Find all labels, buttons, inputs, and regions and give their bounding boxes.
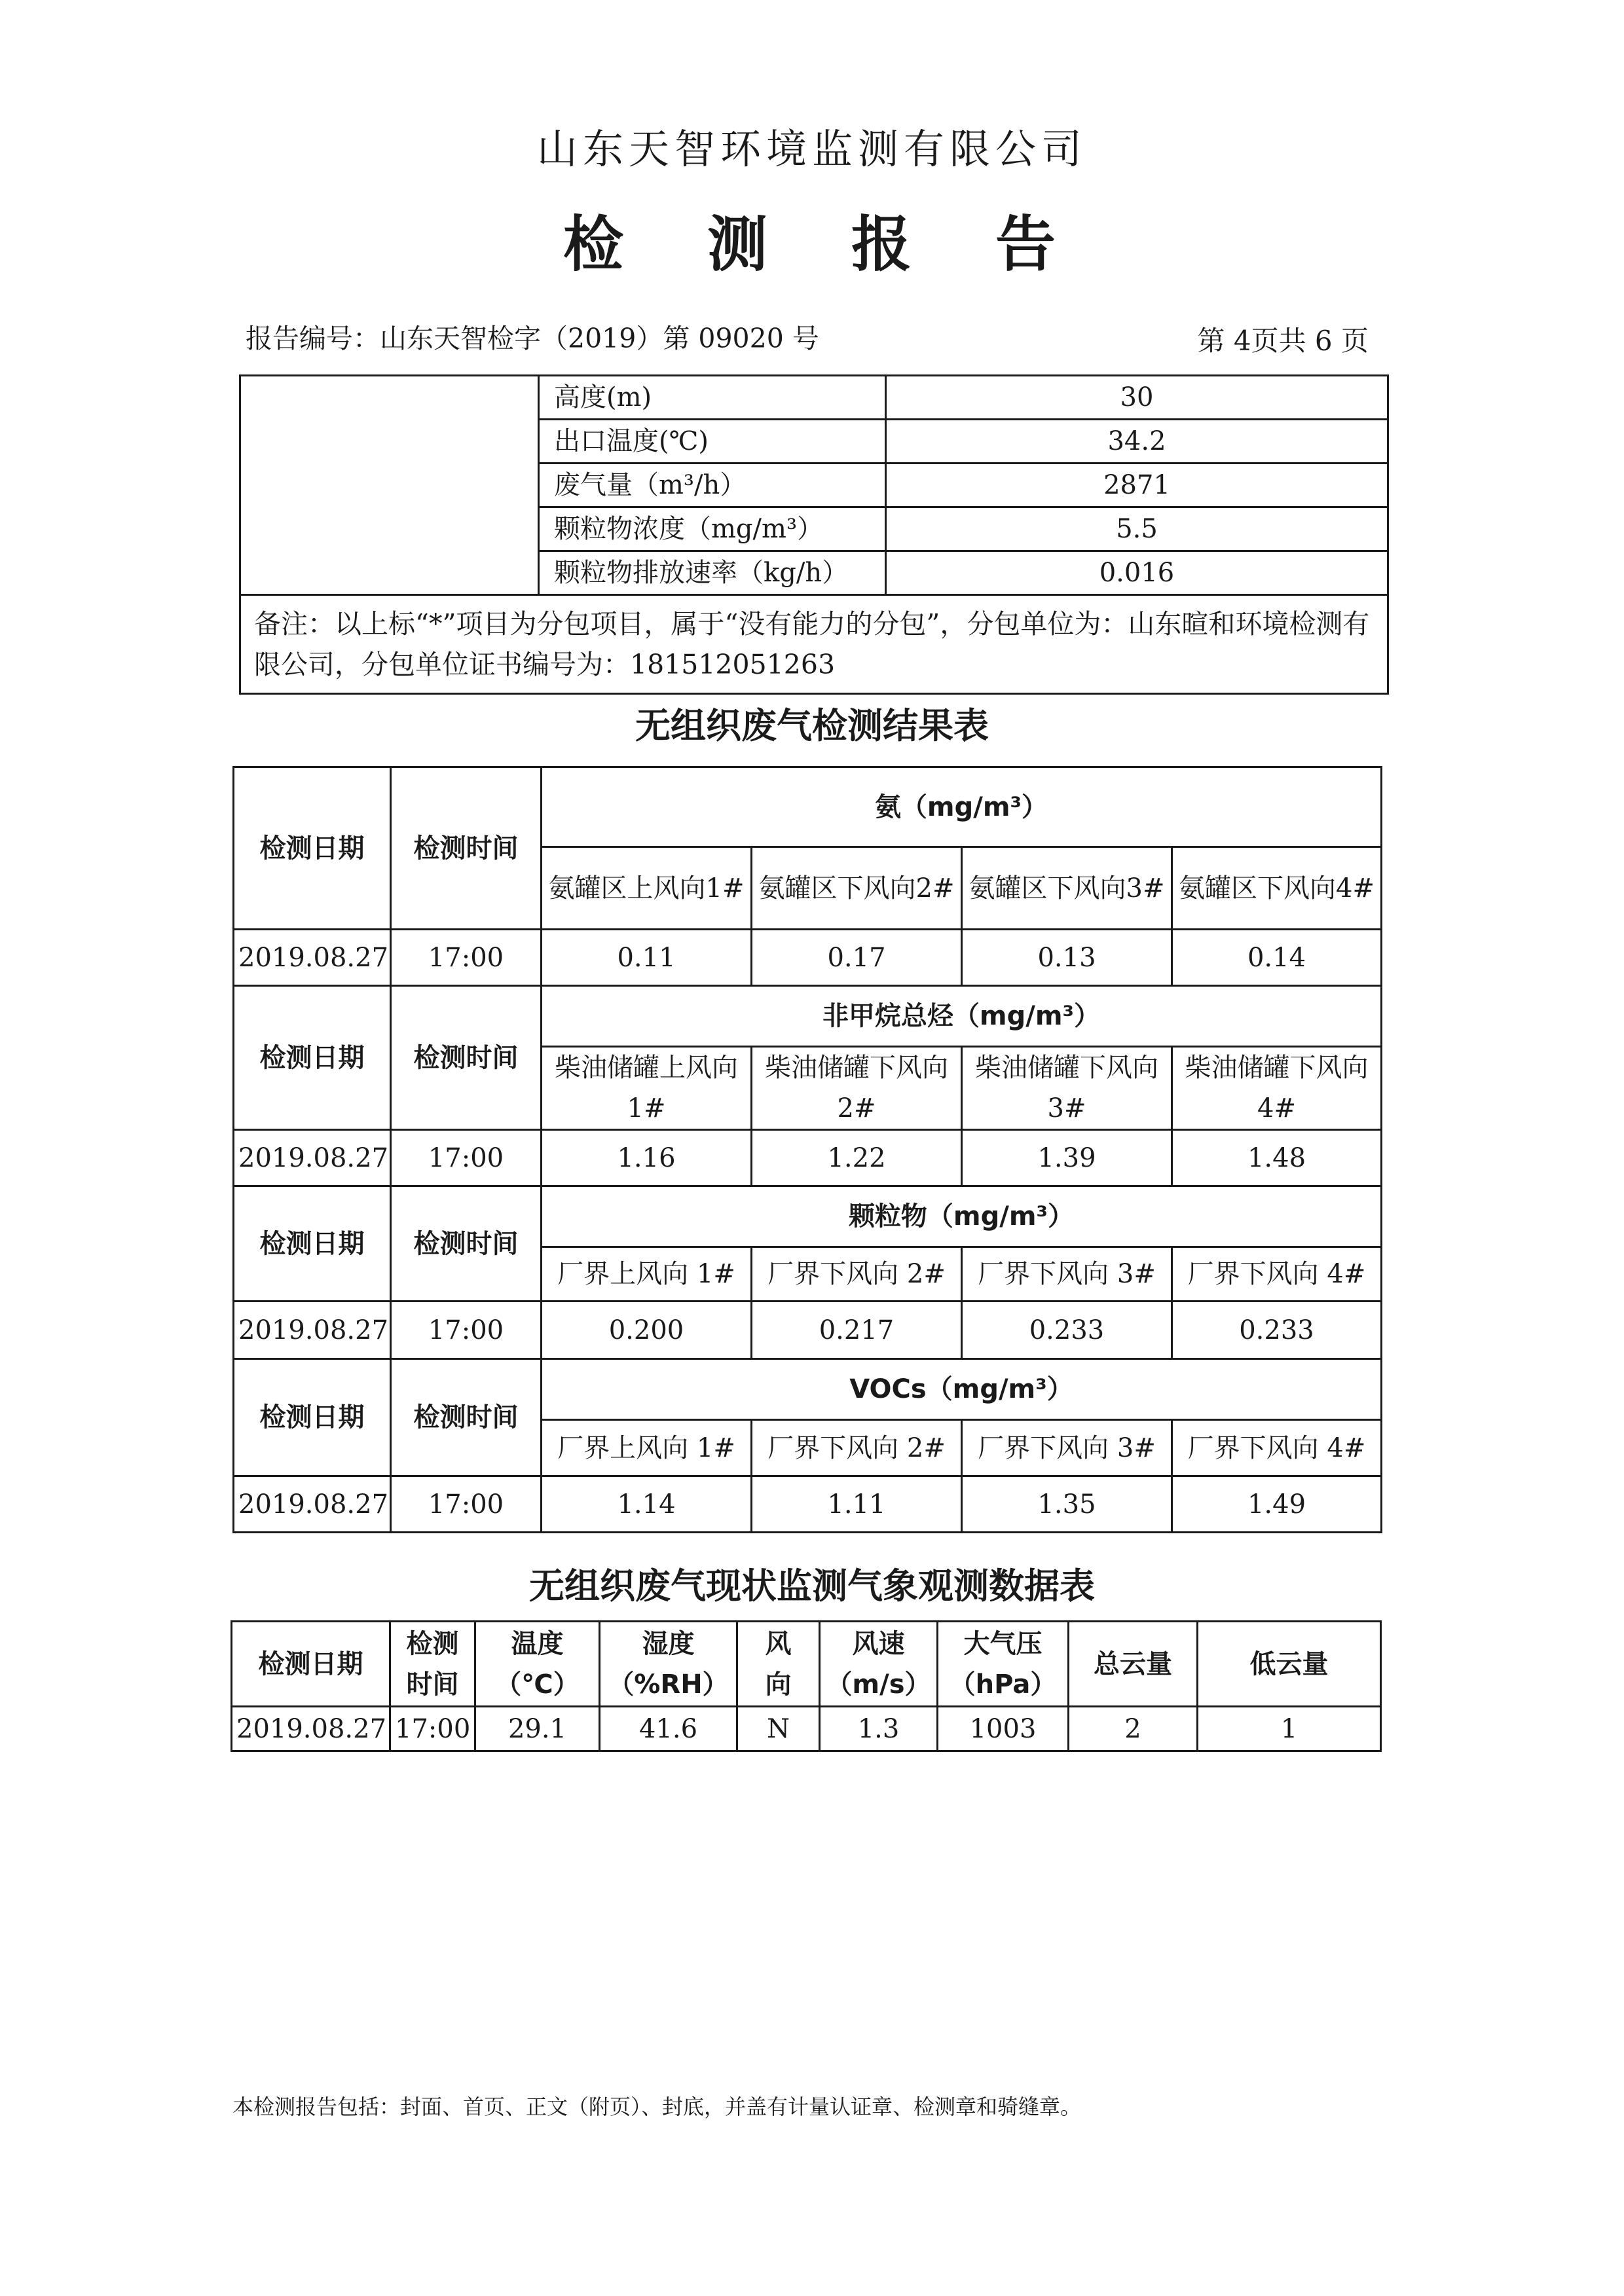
parameter-header: 非甲烷总烃（mg/m³） xyxy=(542,986,1382,1047)
weather-humidity: 41.6 xyxy=(600,1707,737,1751)
row-value: 30 xyxy=(886,376,1388,420)
sampling-point: 厂界下风向 3# xyxy=(962,1420,1172,1476)
sampling-point: 厂界下风向 3# xyxy=(962,1247,1172,1302)
header-wind-direction: 风 向 xyxy=(737,1622,820,1707)
result-date: 2019.08.27 xyxy=(234,1302,391,1359)
sampling-point: 氨罐区下风向4# xyxy=(1172,847,1382,930)
row-value: 5.5 xyxy=(886,507,1388,551)
page-number: 第 4页共 6 页 xyxy=(1197,325,1369,357)
weather-pressure: 1003 xyxy=(938,1707,1069,1751)
result-time: 17:00 xyxy=(391,1302,542,1359)
sampling-point: 厂界下风向 2# xyxy=(752,1420,962,1476)
sampling-point: 厂界下风向 4# xyxy=(1172,1420,1382,1476)
sampling-point: 厂界上风向 1# xyxy=(542,1247,752,1302)
header-date: 检测日期 xyxy=(232,1622,390,1707)
header-time: 检测 时间 xyxy=(390,1622,475,1707)
header-pressure: 大气压 （hPa） xyxy=(938,1622,1069,1707)
result-value: 0.14 xyxy=(1172,930,1382,986)
weather-time: 17:00 xyxy=(390,1707,475,1751)
row-value: 34.2 xyxy=(886,420,1388,464)
report-title: 检 测 报 告 xyxy=(563,209,1061,280)
weather-wind-direction: N xyxy=(737,1707,820,1751)
parameter-header: VOCs（mg/m³） xyxy=(542,1359,1382,1420)
header-date: 检测日期 xyxy=(234,1359,391,1476)
sampling-point: 厂界下风向 4# xyxy=(1172,1247,1382,1302)
sampling-point: 柴油储罐上风向 1# xyxy=(542,1047,752,1130)
header-date: 检测日期 xyxy=(234,767,391,930)
company-name: 山东天智环境监测有限公司 xyxy=(536,125,1087,173)
header-time: 检测时间 xyxy=(391,986,542,1130)
sampling-point: 氨罐区上风向1# xyxy=(542,847,752,930)
header-humidity: 湿度 （%RH） xyxy=(600,1622,737,1707)
result-value: 0.233 xyxy=(962,1302,1172,1359)
result-value: 0.13 xyxy=(962,930,1172,986)
header-time: 检测时间 xyxy=(391,767,542,930)
row-value: 0.016 xyxy=(886,551,1388,595)
result-value: 1.48 xyxy=(1172,1130,1382,1186)
row-label: 出口温度(℃) xyxy=(539,420,886,464)
weather-temperature: 29.1 xyxy=(475,1707,600,1751)
header-low-cloud: 低云量 xyxy=(1198,1622,1381,1707)
sampling-point: 氨罐区下风向3# xyxy=(962,847,1172,930)
row-label: 颗粒物浓度（mg/m³） xyxy=(539,507,886,551)
sampling-point: 柴油储罐下风向 4# xyxy=(1172,1047,1382,1130)
row-label: 颗粒物排放速率（kg/h） xyxy=(539,551,886,595)
header-total-cloud: 总云量 xyxy=(1069,1622,1198,1707)
header-wind-speed: 风速 （m/s） xyxy=(820,1622,938,1707)
weather-data-title: 无组织废气现状监测气象观测数据表 xyxy=(529,1565,1095,1607)
footer-note: 本检测报告包括：封面、首页、正文（附页）、封底，并盖有计量认证章、检测章和骑缝章。 xyxy=(232,2094,1082,2119)
stack-emission-table xyxy=(239,374,1389,695)
parameter-header: 氨（mg/m³） xyxy=(542,767,1382,847)
result-time: 17:00 xyxy=(391,1476,542,1533)
header-date: 检测日期 xyxy=(234,1186,391,1302)
header-date: 检测日期 xyxy=(234,986,391,1130)
header-temperature: 温度 （℃） xyxy=(475,1622,600,1707)
sampling-point: 厂界下风向 2# xyxy=(752,1247,962,1302)
sampling-point: 氨罐区下风向2# xyxy=(752,847,962,930)
parameter-header: 颗粒物（mg/m³） xyxy=(542,1186,1382,1247)
result-time: 17:00 xyxy=(391,930,542,986)
remarks-note: 备注：以上标“*”项目为分包项目，属于“没有能力的分包”，分包单位为：山东暄和环境检测有限公司，分包单位证书编号为：181512051263 xyxy=(240,595,1388,694)
fugitive-results-title: 无组织废气检测结果表 xyxy=(635,704,989,746)
result-value: 1.35 xyxy=(962,1476,1172,1533)
result-value: 0.17 xyxy=(752,930,962,986)
weather-low-cloud: 1 xyxy=(1198,1707,1381,1751)
result-value: 1.39 xyxy=(962,1130,1172,1186)
weather-total-cloud: 2 xyxy=(1069,1707,1198,1751)
result-date: 2019.08.27 xyxy=(234,930,391,986)
row-label: 高度(m) xyxy=(539,376,886,420)
result-value: 0.233 xyxy=(1172,1302,1382,1359)
header-time: 检测时间 xyxy=(391,1359,542,1476)
result-value: 1.11 xyxy=(752,1476,962,1533)
result-date: 2019.08.27 xyxy=(234,1130,391,1186)
result-value: 1.49 xyxy=(1172,1476,1382,1533)
result-value: 1.14 xyxy=(542,1476,752,1533)
sampling-point: 柴油储罐下风向 2# xyxy=(752,1047,962,1130)
result-value: 1.16 xyxy=(542,1130,752,1186)
result-value: 1.22 xyxy=(752,1130,962,1186)
weather-date: 2019.08.27 xyxy=(232,1707,390,1751)
sampling-point: 柴油储罐下风向 3# xyxy=(962,1047,1172,1130)
row-value: 2871 xyxy=(886,464,1388,507)
weather-data-table xyxy=(231,1620,1382,1752)
result-value: 0.217 xyxy=(752,1302,962,1359)
result-time: 17:00 xyxy=(391,1130,542,1186)
result-date: 2019.08.27 xyxy=(234,1476,391,1533)
header-time: 检测时间 xyxy=(391,1186,542,1302)
weather-wind-speed: 1.3 xyxy=(820,1707,938,1751)
fugitive-results-table xyxy=(232,766,1382,1533)
result-value: 0.11 xyxy=(542,930,752,986)
sampling-point: 厂界上风向 1# xyxy=(542,1420,752,1476)
row-label: 废气量（m³/h） xyxy=(539,464,886,507)
report-number: 报告编号：山东天智检字（2019）第 09020 号 xyxy=(246,323,819,354)
blank-merged-cell xyxy=(240,376,539,595)
result-value: 0.200 xyxy=(542,1302,752,1359)
